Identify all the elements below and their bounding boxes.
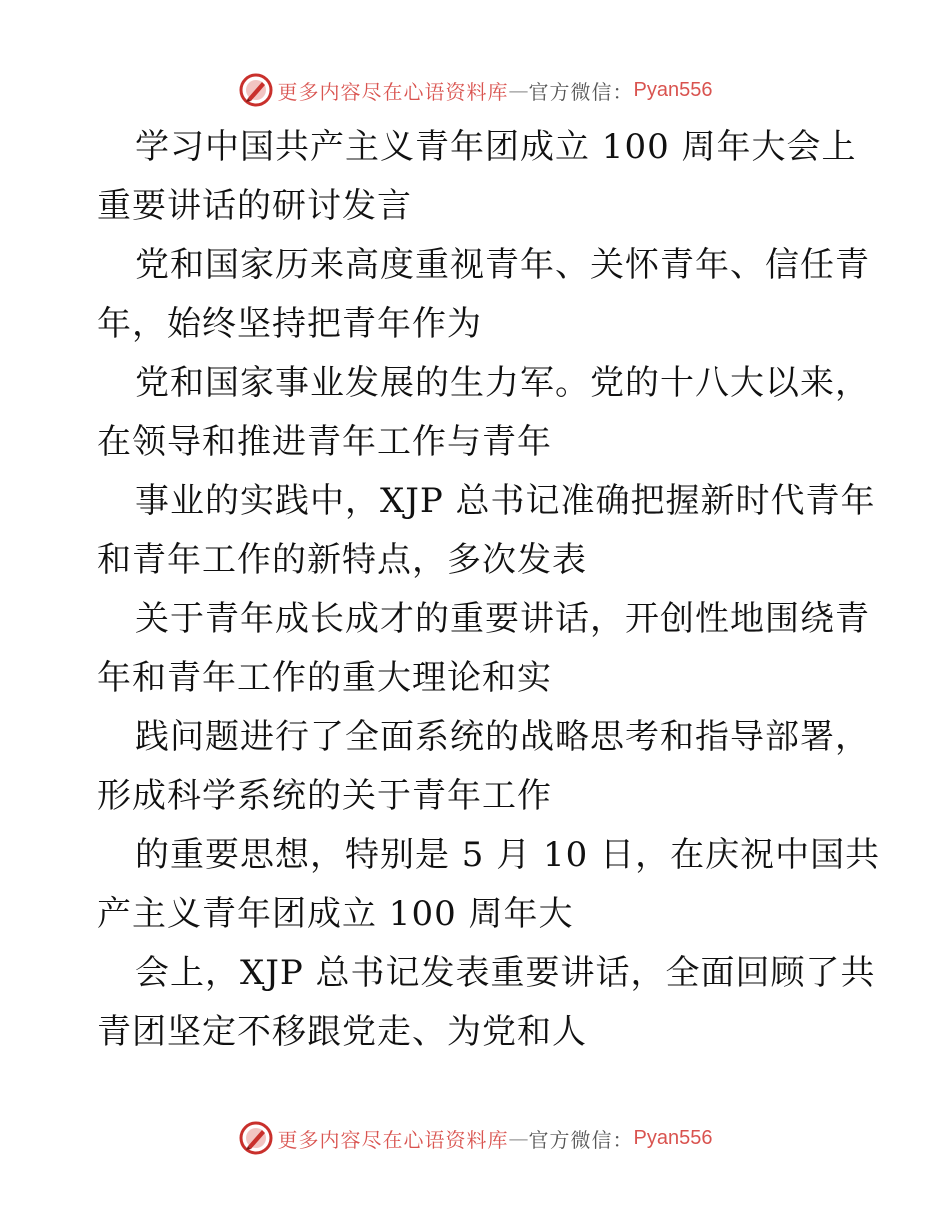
text-line: 党和国家事业发展的生力军。党的十八大以来， — [135, 363, 870, 403]
text-line: 青团坚定不移跟党走、为党和人 — [97, 1012, 587, 1052]
watermark-banner-bottom — [0, 1118, 950, 1158]
watermark-separator: — — [508, 1126, 529, 1150]
watermark-label: 官方微信： — [528, 79, 634, 104]
pen-circle-logo-icon — [238, 72, 274, 108]
text-line: 事业的实践中，XJP 总书记准确把握新时代青年 — [135, 481, 876, 521]
body-text — [97, 118, 881, 1062]
text-line: 重要讲话的研讨发言 — [97, 186, 412, 226]
watermark-text: 更多内容尽在心语资料库 — [277, 79, 509, 104]
pen-circle-logo-icon — [238, 1120, 274, 1156]
text-line: 产主义青年团成立 100 周年大 — [97, 894, 574, 934]
text-line: 形成科学系统的关于青年工作 — [97, 776, 552, 816]
text-line: 会上，XJP 总书记发表重要讲话，全面回顾了共 — [135, 953, 876, 993]
text-line: 践问题进行了全面系统的战略思考和指导部署， — [135, 717, 870, 757]
text-line: 党和国家历来高度重视青年、关怀青年、信任青 — [135, 245, 870, 285]
watermark-separator: — — [508, 78, 529, 102]
watermark-banner-top — [0, 70, 950, 110]
watermark-id: Pyan556 — [633, 78, 713, 101]
text-line: 的重要思想，特别是 5 月 10 日，在庆祝中国共 — [135, 835, 881, 875]
text-line: 和青年工作的新特点，多次发表 — [97, 540, 587, 580]
text-line: 关于青年成长成才的重要讲话，开创性地围绕青 — [135, 599, 870, 639]
text-line: 在领导和推进青年工作与青年 — [97, 422, 552, 462]
watermark-label: 官方微信： — [528, 1127, 634, 1152]
text-line: 学习中国共产主义青年团成立 100 周年大会上 — [135, 127, 857, 167]
watermark-id: Pyan556 — [633, 1126, 713, 1149]
text-line: 年和青年工作的重大理论和实 — [97, 658, 552, 698]
watermark-text: 更多内容尽在心语资料库 — [277, 1127, 509, 1152]
text-line: 年，始终坚持把青年作为 — [97, 304, 482, 344]
